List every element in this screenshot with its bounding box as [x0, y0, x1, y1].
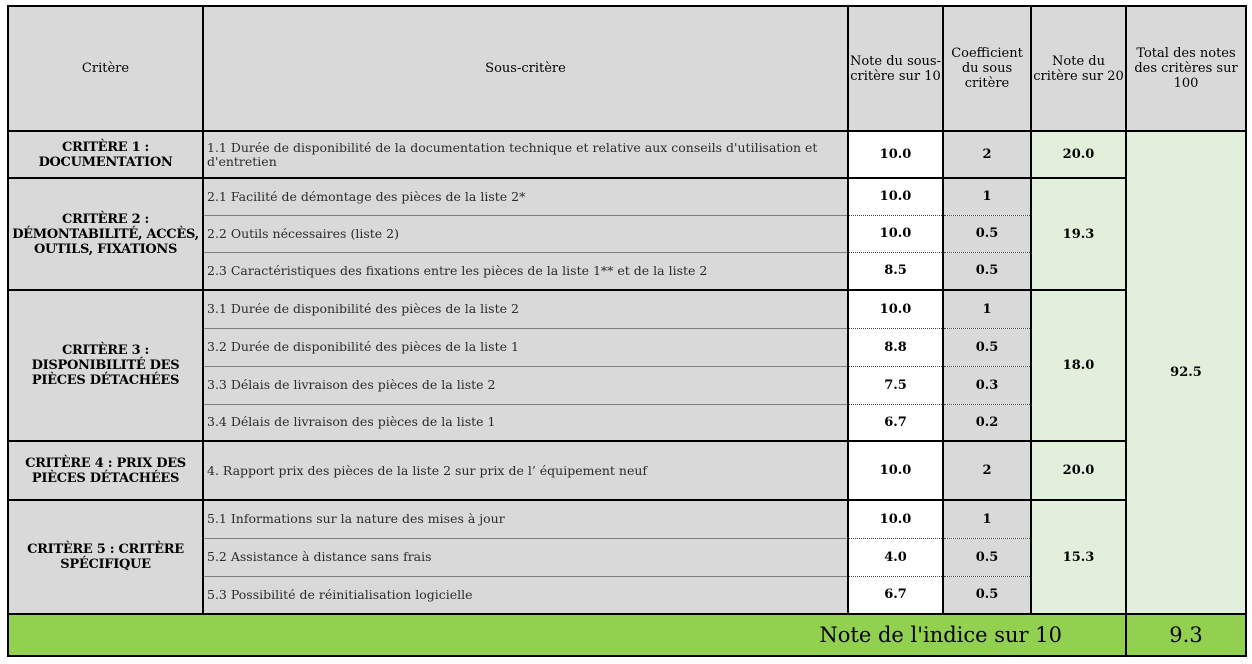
subcriterion-note: 10.0: [848, 290, 943, 328]
criterion-score: 20.0: [1031, 441, 1126, 500]
criterion-label: CRITÈRE 2 : DÉMONTABILITÉ, ACCÈS, OUTILS, FIXATIONS: [8, 178, 203, 290]
subcriterion-coefficient: 1: [943, 290, 1031, 328]
index-label: Note de l'indice sur 10: [8, 614, 1126, 656]
table-row: [8, 441, 1246, 500]
criterion-label: CRITÈRE 3 : DISPONIBILITÉ DES PIÈCES DÉTACHÉES: [8, 290, 203, 441]
subcriterion-label: 3.2 Durée de disponibilité des pièces de la liste 1: [203, 328, 848, 366]
table-row: [8, 131, 1246, 178]
criterion-label: CRITÈRE 1 : DOCUMENTATION: [8, 131, 203, 178]
subcriterion-coefficient: 0.5: [943, 538, 1031, 576]
criterion-score: 19.3: [1031, 178, 1126, 290]
subcriterion-coefficient: 0.5: [943, 328, 1031, 366]
subcriterion-label: 4. Rapport prix des pièces de la liste 2 sur prix de l’ équipement neuf: [203, 441, 848, 500]
subcriterion-note: 6.7: [848, 404, 943, 441]
subcriterion-note: 4.0: [848, 538, 943, 576]
total-score: 92.5: [1126, 131, 1246, 614]
criterion-label: CRITÈRE 5 : CRITÈRE SPÉCIFIQUE: [8, 500, 203, 614]
subcriterion-coefficient: 2: [943, 441, 1031, 500]
table-row: [8, 500, 1246, 538]
subcriterion-label: 5.1 Informations sur la nature des mises à jour: [203, 500, 848, 538]
subcriterion-note: 10.0: [848, 178, 943, 215]
subcriterion-note: 7.5: [848, 366, 943, 404]
footer-row: [8, 614, 1246, 656]
subcriterion-label: 3.4 Délais de livraison des pièces de la liste 1: [203, 404, 848, 441]
subcriterion-label: 5.3 Possibilité de réinitialisation logicielle: [203, 576, 848, 614]
subcriterion-label: 5.2 Assistance à distance sans frais: [203, 538, 848, 576]
subcriterion-coefficient: 0.5: [943, 215, 1031, 252]
header-sous-critere: Sous-critère: [203, 6, 848, 131]
header-total: Total des notes des critères sur 100: [1126, 6, 1246, 131]
subcriterion-coefficient: 1: [943, 178, 1031, 215]
subcriterion-coefficient: 1: [943, 500, 1031, 538]
table-row: [8, 178, 1246, 215]
subcriterion-note: 10.0: [848, 441, 943, 500]
subcriterion-note: 8.8: [848, 328, 943, 366]
index-score: 9.3: [1126, 614, 1246, 656]
subcriterion-coefficient: 0.2: [943, 404, 1031, 441]
subcriterion-coefficient: 2: [943, 131, 1031, 178]
subcriterion-note: 6.7: [848, 576, 943, 614]
subcriterion-label: 2.3 Caractéristiques des fixations entre les pièces de la liste 1** et de la liste 2: [203, 252, 848, 290]
criterion-label: CRITÈRE 4 : PRIX DES PIÈCES DÉTACHÉES: [8, 441, 203, 500]
header-note-critere: Note du critère sur 20: [1031, 6, 1126, 131]
criterion-score: 18.0: [1031, 290, 1126, 441]
repairability-score-table: [7, 5, 1247, 657]
subcriterion-note: 10.0: [848, 500, 943, 538]
header-row: [8, 6, 1246, 131]
subcriterion-note: 8.5: [848, 252, 943, 290]
subcriterion-coefficient: 0.5: [943, 252, 1031, 290]
subcriterion-label: 1.1 Durée de disponibilité de la documentation technique et relative aux conseils d'utilisation et d'entretien: [203, 131, 848, 178]
table-row: [8, 290, 1246, 328]
criterion-score: 20.0: [1031, 131, 1126, 178]
subcriterion-label: 2.2 Outils nécessaires (liste 2): [203, 215, 848, 252]
subcriterion-label: 3.3 Délais de livraison des pièces de la liste 2: [203, 366, 848, 404]
header-critere: Critère: [8, 6, 203, 131]
subcriterion-label: 3.1 Durée de disponibilité des pièces de la liste 2: [203, 290, 848, 328]
header-note-sous-critere: Note du sous-critère sur 10: [848, 6, 943, 131]
subcriterion-coefficient: 0.3: [943, 366, 1031, 404]
criterion-score: 15.3: [1031, 500, 1126, 614]
subcriterion-label: 2.1 Facilité de démontage des pièces de la liste 2*: [203, 178, 848, 215]
subcriterion-coefficient: 0.5: [943, 576, 1031, 614]
subcriterion-note: 10.0: [848, 215, 943, 252]
subcriterion-note: 10.0: [848, 131, 943, 178]
header-coefficient: Coefficient du sous critère: [943, 6, 1031, 131]
